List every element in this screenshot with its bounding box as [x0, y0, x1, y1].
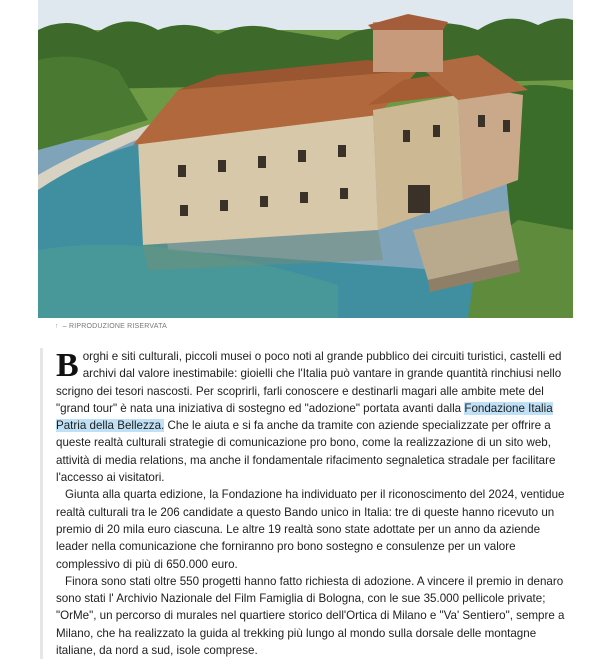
- caption-text: – RIPRODUZIONE RISERVATA: [62, 323, 167, 330]
- castle-moat-illustration: [38, 0, 573, 318]
- fondazione-link[interactable]: Fondazione Italia Patria della Bellezza.: [56, 401, 553, 433]
- paragraph-1: [56, 348, 575, 486]
- photo-caption: [55, 323, 167, 330]
- paragraph-1-text-after: Che le aiuta e si fa anche da tramite con aziende specializzate per offrire a queste realtà culturali strategie di comunicazione pro bono, come la realizzazione di un sito web, attività di media relations, ma anche il fondamentale rifacimento segnaletica stradale per facilitare l'accesso ai visitatori.: [56, 419, 556, 485]
- paragraph-2: Giunta alla quarta edizione, la Fondazione ha individuato per il riconoscimento del 2024, ventidue realtà culturali tra le 206 candidate a questo Bando unico in Italia: tre di queste hanno ricevuto un premio di 20 mila euro ciascuna. Le altre 19 realtà sono state adottate per un anno da aziende leader nella comunicazione che forniranno pro bono sostegno e consulenze per un valore complessivo di più di 650.000 euro.: [56, 488, 565, 571]
- paragraph-3: Finora sono stati oltre 550 progetti hanno fatto richiesta di adozione. A vincere il premio in denaro sono stati l' Archivio Nazionale del Film Famiglia di Bologna, con le sue 35.000 pellicole private; "OrMe", un percorso di murales nel quartiere storico dell'Ortica di Milano e "Va' Sentiero", sempre a Milano, che ha realizzato la guida al trekking più lungo al mondo sulla dorsale delle montagne italiane, da nord a sud, isole comprese.: [56, 574, 565, 658]
- castle-photo: [38, 0, 573, 318]
- article-body: [40, 348, 575, 659]
- arrow-up-icon: ↑: [55, 323, 59, 330]
- dropcap: B: [56, 347, 79, 384]
- paragraph-1-text-before: orghi e siti culturali, piccoli musei o poco noti al grande pubblico dei circuiti turistici, castelli ed archivi dal valore inestimabile: gioielli che l'Italia può vantare in grande quantità rinchiusi nello scrigno dei tesori nascosti. Per scoprirli, farli conoscere e destinarli magari alle ambite mete del "grand tour" è nata una iniziativa di sostegno ed "adozione" portata avanti dalla: [56, 350, 562, 415]
